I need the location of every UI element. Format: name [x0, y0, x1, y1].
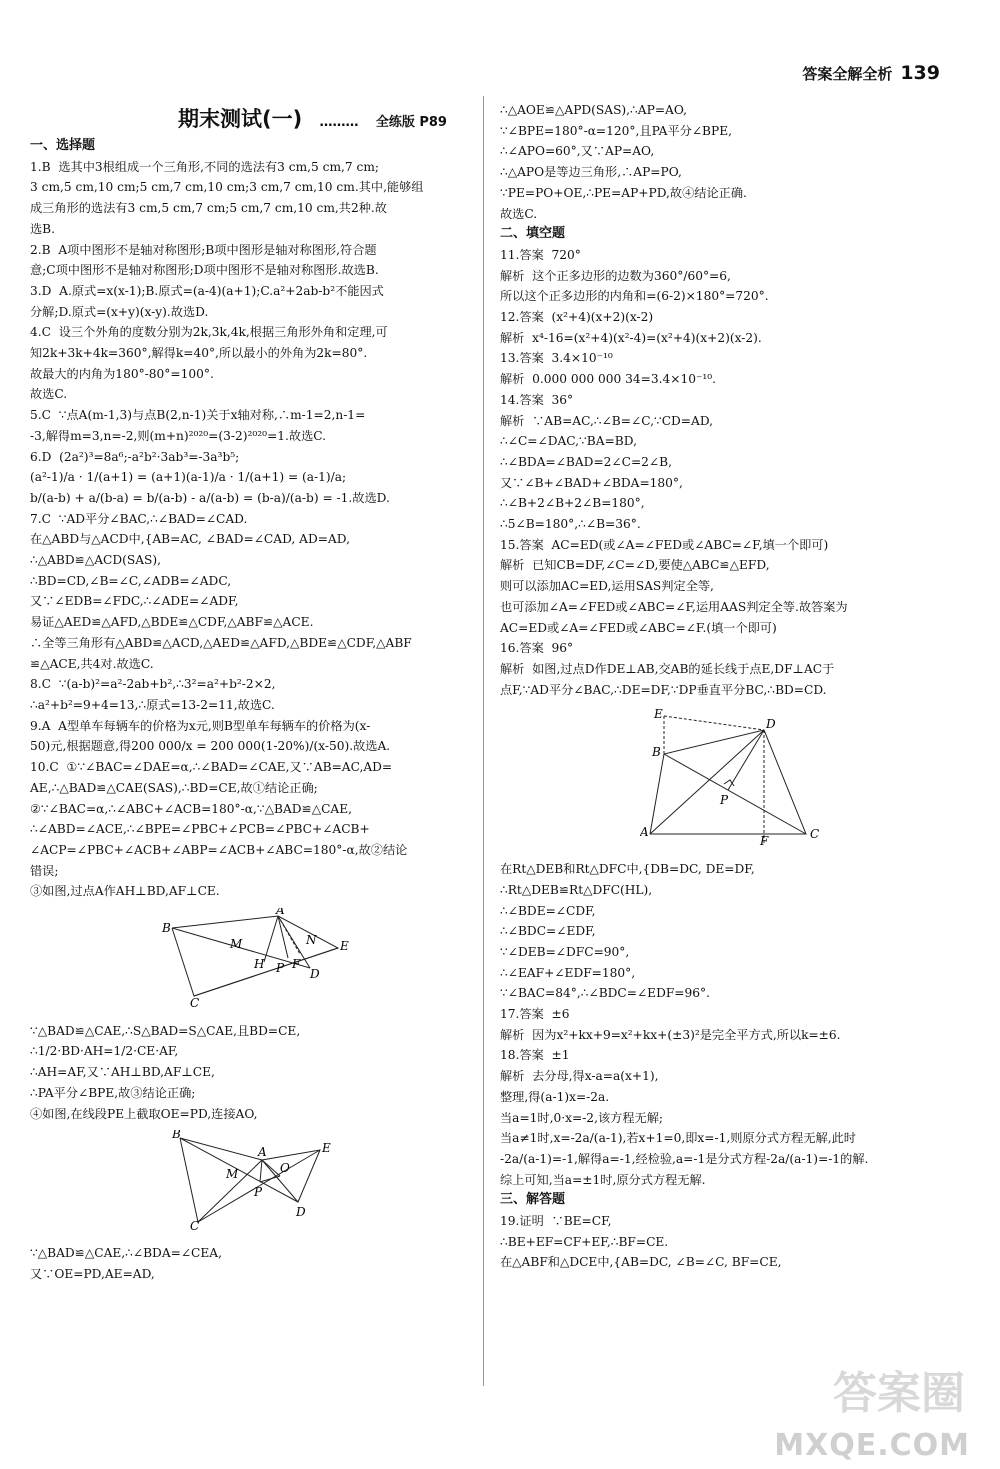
text-line: AC=ED或∠A=∠FED或∠ABC=∠F.(填一个即可) [500, 620, 777, 635]
text-line: 17.答案 ±6 [500, 1007, 570, 1022]
page-header [802, 62, 940, 84]
right-text-a [500, 100, 950, 700]
text-line: 1.B 选其中3根组成一个三角形,不同的选法有3 cm,5 cm,7 cm; [30, 159, 380, 174]
text-line: 又∵∠EDB=∠FDC,∴∠ADE=∠ADF, [30, 594, 239, 609]
text-line: AE,∴△BAD≌△CAE(SAS),∴BD=CE,故①结论正确; [30, 780, 318, 795]
text-line: 11.答案 720° [500, 247, 581, 262]
text-line: 二、填空题 [500, 226, 566, 242]
figure-1 [160, 908, 360, 1008]
text-line: 综上可知,当a=±1时,原分式方程无解. [500, 1172, 706, 1187]
text-line: 4.C 设三个外角的度数分别为2k,3k,4k,根据三角形外角和定理,可 [30, 325, 388, 340]
text-line: 在Rt△DEB和Rt△DFC中,{DB=DC, DE=DF, [500, 862, 755, 877]
text-line: 当a≠1时,x=-2a/(a-1),若x+1=0,即x=-1,则原分式方程无解,此时 [500, 1131, 856, 1146]
text-line: ∴∠BDA=∠BAD=2∠C=2∠B, [500, 454, 672, 469]
text-line: ∠ACP=∠PBC+∠ACB+∠ABP=∠ACB+∠ABC=180°-α,故②结论 [30, 842, 408, 857]
text-line: ∵△BAD≌△CAE,∴∠BDA=∠CEA, [30, 1245, 222, 1260]
text-line: ∴∠C=∠DAC,∵BA=BD, [500, 434, 637, 449]
text-line: 解析 ∵AB=AC,∴∠B=∠C,∵CD=AD, [500, 413, 714, 428]
fig1-label-F: F [292, 957, 301, 972]
text-line: 14.答案 36° [500, 392, 574, 407]
text-line: 解析 x⁴-16=(x²+4)(x²-4)=(x²+4)(x+2)(x-2). [500, 330, 762, 345]
text-line: ∴a²+b²=9+4=13,∴原式=13-2=11,故选C. [30, 697, 275, 712]
column-divider [483, 96, 484, 1386]
text-line: 意;C项中图形不是轴对称图形;D项中图形不是轴对称图形.故选B. [30, 263, 379, 278]
text-line: 分解;D.原式=(x+y)(x-y).故选D. [30, 304, 209, 319]
text-line: 在△ABF和△DCE中,{AB=DC, ∠B=∠C, BF=CE, [500, 1255, 782, 1270]
text-line: b/(a-b) + a/(b-a) = b/(a-b) - a/(a-b) = (b-a)/(a-b) = -1.故选D. [30, 490, 390, 505]
text-line: 3.D A.原式=x(x-1);B.原式=(a-4)(a+1);C.a²+2ab-b²不能因式 [30, 283, 384, 298]
fig3-label-D: D [766, 717, 776, 732]
text-line: ∴∠APO=60°,又∵AP=AO, [500, 144, 655, 159]
text-line: 当a=1时,0·x=-2,该方程无解; [500, 1110, 663, 1125]
text-line: 易证△AED≌△AFD,△BDE≌△CDF,△ABF≌△ACE. [30, 615, 314, 630]
left-column [30, 136, 472, 1284]
fig2-label-M: M [226, 1167, 239, 1182]
text-line: ∴5∠B=180°,∴∠B=36°. [500, 517, 641, 532]
text-line: ∴∠ABD=∠ACE,∴∠BPE=∠PBC+∠PCB=∠PBC+∠ACB+ [30, 822, 370, 837]
text-line: 错误; [30, 863, 59, 878]
title-main: 期末测试(一) [178, 107, 303, 131]
text-line: ∵PE=PO+OE,∴PE=AP+PD,故④结论正确. [500, 185, 747, 200]
text-line: 又∵∠B+∠BAD+∠BDA=180°, [500, 475, 683, 490]
fig1-label-A: A [276, 908, 285, 918]
text-line: (a²-1)/a · 1/(a+1) = (a+1)(a-1)/a · 1/(a+1) = (a-1)/a; [30, 470, 347, 485]
text-line: ∵△BAD≌△CAE,∴S△BAD=S△CAE,且BD=CE, [30, 1023, 301, 1038]
text-line: ∴△AOE≌△APD(SAS),∴AP=AO, [500, 103, 687, 117]
fig2-label-A: A [258, 1145, 267, 1160]
fig3-label-P: P [720, 793, 729, 808]
left-text-c [30, 1243, 472, 1284]
text-line: 12.答案 (x²+4)(x+2)(x-2) [500, 310, 654, 325]
text-line: 又∵OE=PD,AE=AD, [30, 1266, 155, 1281]
text-line: 2.B A项中图形不是轴对称图形;B项中图形是轴对称图形,符合题 [30, 242, 377, 257]
text-line: 在△ABD与△ACD中,{AB=AC, ∠BAD=∠CAD, AD=AD, [30, 532, 350, 547]
text-line: -3,解得m=3,n=-2,则(m+n)²⁰²⁰=(3-2)²⁰²⁰=1.故选C. [30, 428, 327, 443]
fig1-label-N: N [306, 933, 317, 948]
text-line: 故选C. [500, 206, 538, 221]
watermark-bottom: MXQE.COM [774, 1428, 970, 1463]
left-text-b [30, 1021, 472, 1125]
text-line: 7.C ∵AD平分∠BAC,∴∠BAD=∠CAD. [30, 511, 248, 526]
text-line: ∴BD=CD,∠B=∠C,∠ADB=∠ADC, [30, 573, 232, 588]
text-line: 18.答案 ±1 [500, 1048, 570, 1063]
text-line: 三、解答题 [500, 1192, 566, 1208]
fig3-label-A: A [640, 825, 649, 840]
fig2-label-D: D [296, 1205, 306, 1220]
fig1-label-D: D [310, 967, 320, 982]
text-line: 解析 因为x²+kx+9=x²+kx+(±3)²是完全平方式,所以k=±6. [500, 1027, 841, 1042]
text-line: 解析 0.000 000 000 34=3.4×10⁻¹⁰. [500, 372, 717, 387]
fig3-label-E: E [654, 707, 663, 722]
text-line: ∴△ABD≌△ACD(SAS), [30, 553, 162, 568]
text-line: ③如图,过点A作AH⊥BD,AF⊥CE. [30, 884, 220, 899]
text-line: 解析 这个正多边形的边数为360°/60°=6, [500, 268, 731, 283]
text-line: 10.C ①∵∠BAC=∠DAE=α,∴∠BAD=∠CAE,又∵AB=AC,AD= [30, 760, 393, 775]
text-line: 13.答案 3.4×10⁻¹⁰ [500, 351, 613, 366]
text-line: 也可添加∠A=∠FED或∠ABC=∠F,运用AAS判定全等.故答案为 [500, 599, 848, 614]
text-line: 解析 去分母,得x-a=a(x+1), [500, 1069, 659, 1084]
fig2-label-O: O [280, 1161, 290, 1176]
text-line: ∴AH=AF,又∵AH⊥BD,AF⊥CE, [30, 1065, 215, 1080]
text-line: ∴1/2·BD·AH=1/2·CE·AF, [30, 1044, 179, 1059]
text-line: 故最大的内角为180°-80°=100°. [30, 366, 214, 381]
text-line: ∴∠BDE=∠CDF, [500, 903, 596, 918]
fig1-label-C: C [190, 996, 200, 1009]
text-line: ∴BE+EF=CF+EF,∴BF=CE. [500, 1234, 669, 1249]
text-line: ∴∠EAF+∠EDF=180°, [500, 965, 636, 980]
text-line: 解析 已知CB=DF,∠C=∠D,要使△ABC≌△EFD, [500, 558, 770, 573]
text-line: 3 cm,5 cm,10 cm;5 cm,7 cm,10 cm;3 cm,7 cm,10 cm.其中,能够组 [30, 180, 424, 195]
text-line: 则可以添加AC=ED,运用SAS判定全等, [500, 579, 714, 594]
text-line: ∴∠B+2∠B+2∠B=180°, [500, 496, 645, 511]
text-line: 选B. [30, 221, 56, 236]
text-line: 所以这个正多边形的内角和=(6-2)×180°=720°. [500, 289, 769, 304]
left-text-a [30, 136, 472, 902]
figure-3 [640, 706, 840, 846]
page-title [178, 103, 447, 133]
text-line: -2a/(a-1)=-1,解得a=-1,经检验,a=-1是分式方程-2a/(a-1)=-1的解. [500, 1151, 869, 1166]
text-line: ∵∠BPE=180°-α=120°,且PA平分∠BPE, [500, 123, 732, 138]
fig3-label-B: B [652, 745, 661, 760]
text-line: ≌△ACE,共4对.故选C. [30, 656, 154, 671]
right-text-b [500, 859, 950, 1273]
text-line: 一、选择题 [30, 138, 96, 153]
text-line: 16.答案 96° [500, 641, 574, 656]
text-line: ∴Rt△DEB≌Rt△DFC(HL), [500, 882, 653, 897]
text-line: 8.C ∵(a-b)²=a²-2ab+b²,∴3²=a²+b²-2×2, [30, 677, 276, 692]
fig2-label-P: P [254, 1185, 263, 1200]
page-number: 139 [900, 62, 940, 84]
text-line: 故选C. [30, 387, 68, 402]
text-line: 成三角形的选法有3 cm,5 cm,7 cm;5 cm,7 cm,10 cm,共2种.故 [30, 201, 387, 216]
header-label: 答案全解全析 [802, 65, 893, 83]
text-line: ∵∠DEB=∠DFC=90°, [500, 944, 630, 959]
text-line: ④如图,在线段PE上截取OE=PD,连接AO, [30, 1106, 258, 1121]
text-line: 50)元,根据题意,得200 000/x = 200 000(1-20%)/(x-50).故选A. [30, 739, 391, 754]
fig3-label-F: F [760, 834, 769, 847]
text-line: 知2k+3k+4k=360°,解得k=40°,所以最小的外角为2k=80°. [30, 346, 368, 361]
fig1-label-P: P [276, 961, 285, 976]
text-line: ∴△APO是等边三角形,∴AP=PO, [500, 165, 682, 180]
fig1-label-B: B [162, 921, 171, 936]
text-line: 6.D (2a²)³=8a⁶;-a²b²·3ab³=-3a³b⁵; [30, 449, 240, 464]
fig1-label-H: H [254, 957, 265, 972]
title-ref: 全练版 P89 [375, 115, 447, 130]
text-line: 整理,得(a-1)x=-2a. [500, 1089, 610, 1104]
text-line: 解析 如图,过点D作DE⊥AB,交AB的延长线于点E,DF⊥AC于 [500, 661, 835, 676]
text-line: 5.C ∵点A(m-1,3)与点B(2,n-1)关于x轴对称,∴m-1=2,n-1= [30, 408, 366, 423]
text-line: ∴全等三角形有△ABD≌△ACD,△AED≌△AFD,△BDE≌△CDF,△ABF [30, 635, 412, 650]
fig3-label-C: C [810, 827, 820, 842]
text-line: 点F,∵AD平分∠BAC,∴DE=DF,∵DP垂直平分BC,∴BD=CD. [500, 682, 827, 697]
figure-2 [170, 1130, 350, 1230]
title-dots: ……… [319, 115, 359, 130]
text-line: 9.A A型单车每辆车的价格为x元,则B型单车每辆车的价格为(x- [30, 718, 371, 733]
fig2-label-E: E [322, 1141, 331, 1156]
fig1-label-M: M [230, 937, 243, 952]
text-line: ∵∠BAC=84°,∴∠BDC=∠EDF=96°. [500, 986, 710, 1001]
text-line: ∴PA平分∠BPE,故③结论正确; [30, 1085, 196, 1100]
right-column [500, 100, 950, 1273]
text-line: 19.证明 ∵BE=CF, [500, 1214, 612, 1229]
text-line: ②∵∠BAC=α,∴∠ABC+∠ACB=180°-α,∵△BAD≌△CAE, [30, 801, 352, 816]
watermark-top: 答案圈 [833, 1368, 965, 1419]
fig2-label-C: C [190, 1219, 200, 1231]
fig1-label-E: E [340, 939, 349, 954]
text-line: 15.答案 AC=ED(或∠A=∠FED或∠ABC=∠F,填一个即可) [500, 537, 829, 552]
text-line: ∴∠BDC=∠EDF, [500, 924, 596, 939]
fig2-label-B: B [172, 1130, 181, 1142]
